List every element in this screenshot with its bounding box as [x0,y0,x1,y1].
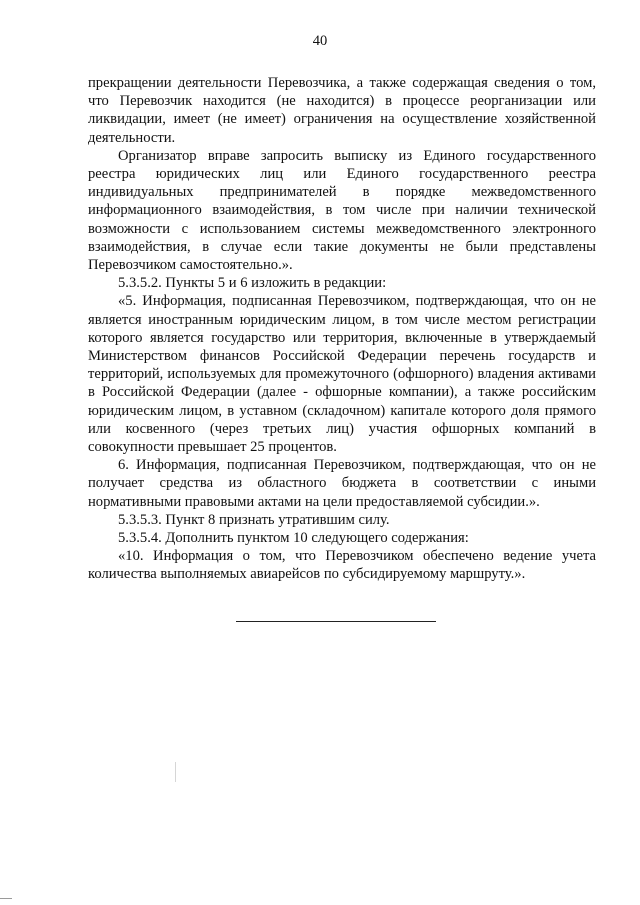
paragraph-item-5: «5. Информация, подписанная Перевозчиком, подтверждающая, что он не является иностранным юридическим лицом, в том числе местом регистрации которого является государство или территория, включенные в утверждаемый Министерством финансов Российской Федерации перечень государств и территорий, используемых для промежуточного (офшорного) владения активами в Российской Федерации (далее - офшорные компании), а также российским юридическим лицом, в уставном (складочном) капитале которого доля прямого или косвенного (через третьих лиц) участия офшорных компаний в совокупности превышает 25 процентов. [88,293,596,456]
scan-artifact-bottom [0,898,12,899]
paragraph-organizer-request: Организатор вправе запросить выписку из Единого государственного реестра юридических лиц или Единого государственного реестра индивидуальных предпринимателей в порядке межведомственного информационного взаимодействия, в том числе при наличии технической возможности с использованием системы межведомственного электронного взаимодействия, в случае если такие документы не были представлены Перевозчиком самостоятельно.». [88,147,596,274]
page-number: 40 [312,33,328,49]
paragraph-clause-5-3-5-3: 5.3.5.3. Пункт 8 признать утратившим силу. [118,511,390,528]
separator-line [236,621,436,622]
paragraph-clause-5-3-5-2: 5.3.5.2. Пункты 5 и 6 изложить в редакции: [118,275,387,292]
paragraph-item-10: «10. Информация о том, что Перевозчиком обеспечено ведение учета количества выполняемых авиарейсов по субсидируемому маршруту.». [88,548,596,583]
scan-artifact [175,762,176,782]
document-body [88,74,596,584]
paragraph-continuation: прекращении деятельности Перевозчика, а также содержащая сведения о том, что Перевозчик находится (не находится) в процессе реорганизации или ликвидации, имеет (не имеет) ограничения на осуществление хозяйственной деятельности. [88,75,596,146]
paragraph-item-6: 6. Информация, подписанная Перевозчиком, подтверждающая, что он не получает средства из областного бюджета в соответствии с иными нормативными правовыми актами на цели предоставляемой субсидии.». [88,457,596,510]
paragraph-clause-5-3-5-4: 5.3.5.4. Дополнить пунктом 10 следующего содержания: [118,530,469,547]
